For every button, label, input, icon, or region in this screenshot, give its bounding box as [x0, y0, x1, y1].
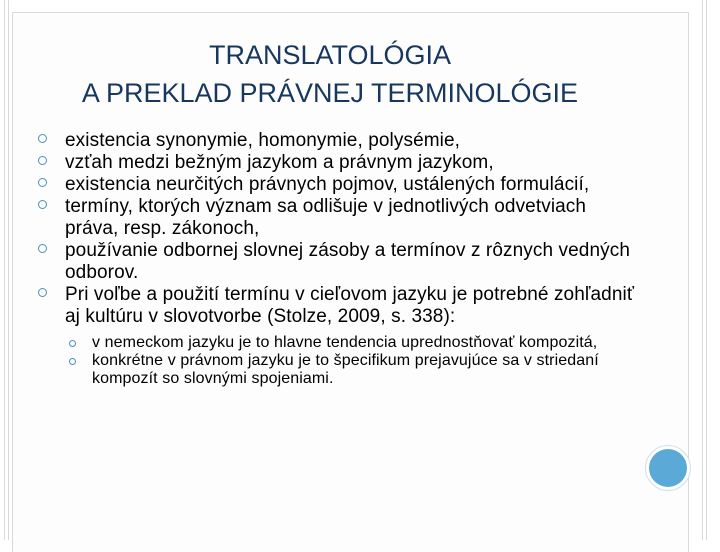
bullet-item [38, 196, 638, 240]
bullet-text: existencia neurčitých právnych pojmov, ustálených formulácií, [65, 174, 590, 195]
circle-bullet-icon [38, 178, 47, 187]
circle-bullet-icon [38, 134, 47, 143]
bullet-item [38, 240, 638, 284]
slide-title-line-2: A PREKLAD PRÁVNEJ TERMINOLÓGIE [81, 78, 579, 108]
bullet-list [38, 130, 638, 388]
right-frame-line [702, 0, 707, 540]
sub-bullet-item [65, 352, 638, 388]
circle-bullet-icon [38, 200, 47, 209]
small-circle-bullet-icon [69, 340, 76, 347]
bullet-item [38, 130, 638, 152]
circle-bullet-icon [38, 288, 47, 297]
slide-title-line-1: TRANSLATOLÓGIA [208, 40, 452, 70]
circle-bullet-icon [38, 156, 47, 165]
bullet-item [38, 284, 638, 388]
sub-bullet-list [65, 334, 638, 388]
bullet-text: termíny, ktorých význam sa odlišuje v jednotlivých odvetviach práva, resp. zákonoch, [65, 196, 587, 239]
decorative-circle [649, 449, 687, 487]
slide-title [20, 36, 640, 112]
slide-content [38, 130, 638, 388]
bullet-text: Pri voľbe a použití termínu v cieľovom jazyku je potrebné zohľadniť aj kultúru v slovotvorbe (Stolze, 2009, s. 338): [65, 284, 635, 327]
left-frame-line [4, 0, 9, 540]
sub-bullet-text: konkrétne v právnom jazyku je to špecifikum prejavujúce sa v striedaní kompozít so slovnými spojeniami. [92, 352, 599, 387]
sub-bullet-text: v nemeckom jazyku je to hlavne tendencia uprednostňovať kompozitá, [92, 334, 598, 351]
small-circle-bullet-icon [69, 358, 76, 365]
bullet-text: vzťah medzi bežným jazykom a právnym jazykom, [65, 152, 494, 173]
bullet-text: používanie odbornej slovnej zásoby a termínov z rôznych vedných odborov. [65, 240, 630, 283]
circle-bullet-icon [38, 244, 47, 253]
bullet-item [38, 152, 638, 174]
bullet-item [38, 174, 638, 196]
sub-bullet-item [65, 334, 638, 352]
bullet-text: existencia synonymie, homonymie, polysémie, [65, 130, 461, 151]
